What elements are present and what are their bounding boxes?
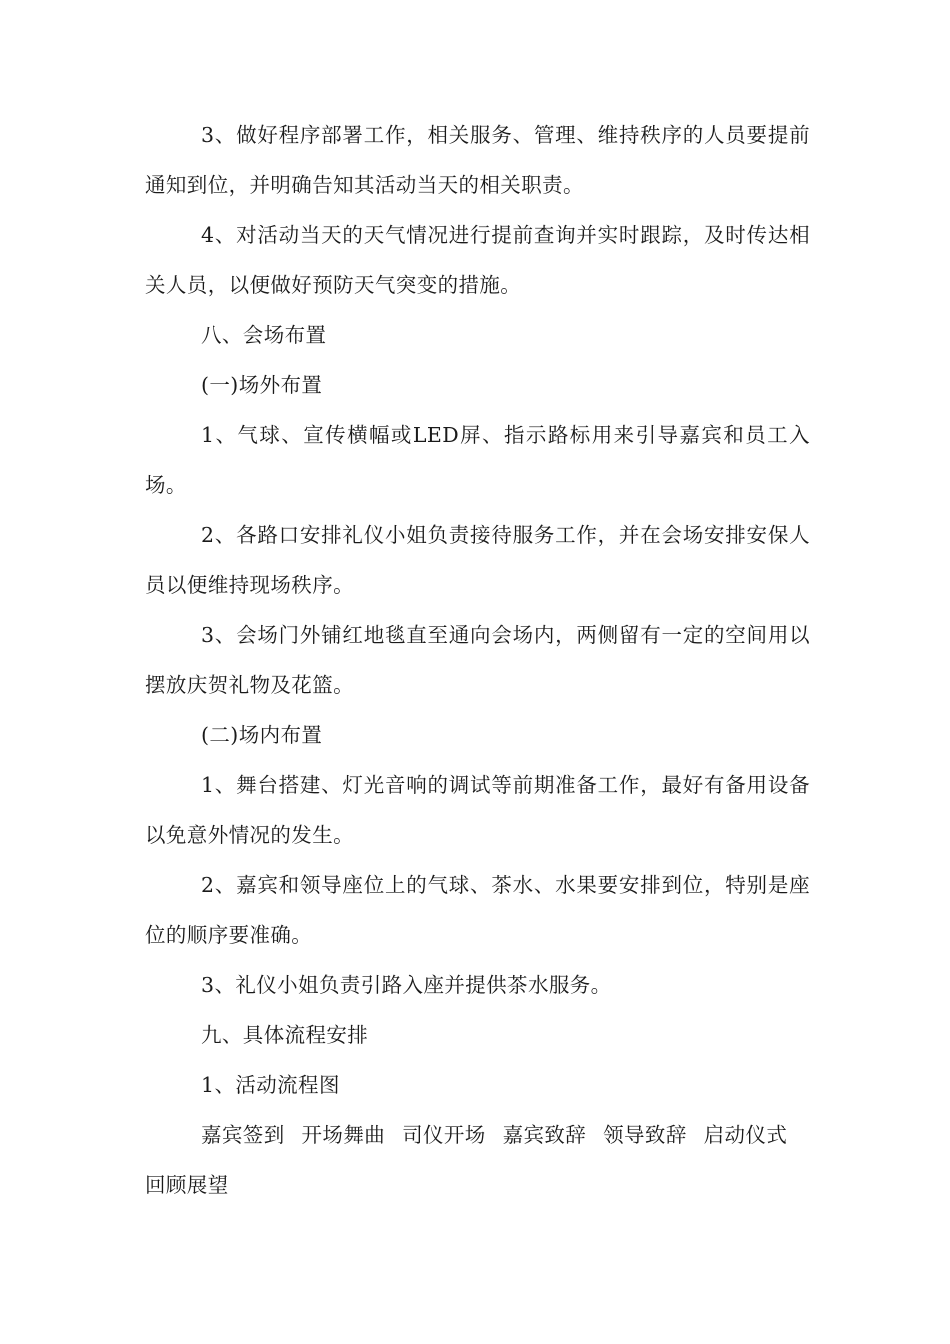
paragraph-stage-setup: 1、舞台搭建、灯光音响的调试等前期准备工作，最好有备用设备以免意外情况的发生。 — [145, 773, 810, 847]
flow-step: 领导致辞 — [603, 1123, 687, 1147]
paragraph-etiquette-guidance: 3、礼仪小姐负责引路入座并提供茶水服务。 — [201, 973, 612, 997]
heading-venue-layout: 八、会场布置 — [201, 323, 327, 347]
paragraph-balloons-banners: 1、气球、宣传横幅或LED屏、指示路标用来引导嘉宾和员工入场。 — [145, 423, 810, 497]
flow-step: 嘉宾致辞 — [502, 1123, 587, 1147]
flow-step: 嘉宾签到 — [201, 1123, 285, 1147]
flow-step: 司仪开场 — [402, 1123, 486, 1147]
heading-flowchart: 1、活动流程图 — [201, 1073, 340, 1097]
heading-indoor-layout: (二)场内布置 — [201, 723, 323, 747]
flow-step: 开场舞曲 — [301, 1123, 386, 1147]
paragraph-seating: 2、嘉宾和领导座位上的气球、茶水、水果要安排到位，特别是座位的顺序要准确。 — [145, 873, 810, 947]
flow-step: 启动仪式 — [703, 1123, 788, 1147]
heading-process-arrangement: 九、具体流程安排 — [201, 1023, 369, 1047]
paragraph-program-deployment: 3、做好程序部署工作，相关服务、管理、维持秩序的人员要提前通知到位，并明确告知其活动当天的相关职责。 — [145, 123, 810, 197]
paragraph-etiquette-security: 2、各路口安排礼仪小姐负责接待服务工作，并在会场安排安保人员以便维持现场秩序。 — [145, 523, 810, 597]
flowchart-steps — [201, 1110, 797, 1160]
paragraph-weather-tracking: 4、对活动当天的天气情况进行提前查询并实时跟踪，及时传达相关人员，以便做好预防天气突变的措施。 — [145, 223, 810, 297]
paragraph-red-carpet: 3、会场门外铺红地毯直至通向会场内，两侧留有一定的空间用以摆放庆贺礼物及花篮。 — [145, 623, 810, 697]
heading-outdoor-layout: (一)场外布置 — [201, 373, 323, 397]
flow-step-last: 回顾展望 — [145, 1173, 229, 1197]
